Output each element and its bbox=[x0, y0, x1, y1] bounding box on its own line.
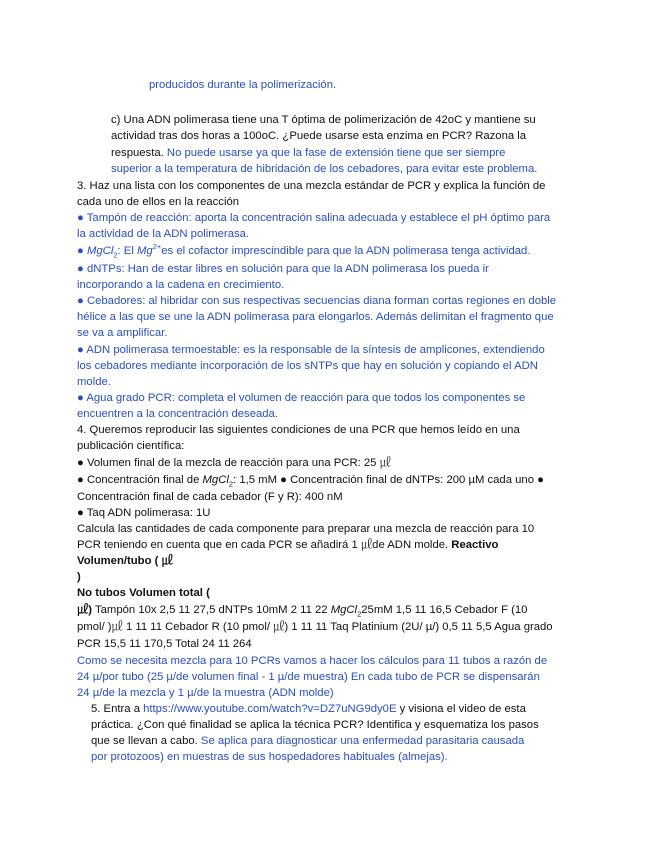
question-4-line: 4. Queremos reproducir las siguientes condiciones de una PCR que hemos leído en una bbox=[77, 424, 520, 436]
answer-text: 24 µ/de la mezcla y 1 µ/de la muestra (ADN molde) bbox=[77, 687, 334, 699]
question-4-line: PCR teniendo en cuenta que en cada PCR se añadirá 1 ㎕de ADN molde. Reactivo bbox=[77, 539, 499, 551]
answer-bullet: se va a amplificar. bbox=[77, 327, 168, 339]
answer-bullet: ● ADN polimerasa termoestable: es la responsable de la síntesis de amplicones, extendiendo bbox=[77, 344, 545, 356]
answer-text: Como se necesita mezcla para 10 PCRs vamos a hacer los cálculos para 11 tubos a razón de bbox=[77, 655, 548, 667]
table-header-line: Volumen/tubo ( ㎕ bbox=[77, 555, 173, 567]
answer-bullet: ● Cebadores: al hibridar con sus respectivas secuencias diana forman cortas regiones en doble bbox=[77, 295, 557, 307]
question-5-line: 5. Entra a https://www.youtube.com/watch?v=DZ7uNG9dy0E y visiona el video de esta bbox=[91, 703, 526, 715]
answer-bullet: los cebadores mediante incorporación de los sNTPs que hay en solución y copiando el ADN bbox=[77, 360, 538, 372]
table-row-text: ㎕) Tampón 10x 2,5 11 27,5 dNTPs 10mM 2 11 22 MgCl$_2$25mM 1,5 11 16,5 Cebador F (10 bbox=[77, 604, 528, 619]
question-c-line: respuesta. No puede usarse ya que la fase de extensión tiene que ser siempre bbox=[111, 147, 506, 159]
question-3-line: cada uno de ellos en la reacción bbox=[77, 196, 240, 208]
answer-text: superior a la temperatura de hibridación de los cebadores, para evitar este problema. bbox=[111, 163, 538, 175]
question-c-line: c) Una ADN polimerasa tiene una T óptima de polimerización de 42oC y mantiene su bbox=[111, 114, 536, 126]
answer-bullet: encuentren a la concentración deseada. bbox=[77, 408, 278, 420]
answer-text: Se aplica para diagnosticar una enfermedad parasitaria causada bbox=[200, 735, 525, 747]
question-c-line: actividad tras dos horas a 100oC. ¿Puede usarse esta enzima en PCR? Razona la bbox=[111, 130, 527, 142]
question-4-line: ● Volumen final de la mezcla de reacción para una PCR: 25 ㎕ bbox=[77, 457, 391, 469]
question-5-line: práctica. ¿Con qué finalidad se aplica la técnica PCR? Identifica y esquematiza los pasos bbox=[91, 719, 539, 731]
answer-bullet: incorporando a la cadena en crecimiento. bbox=[77, 279, 285, 291]
answer-bullet: ● Tampón de reacción: aporta la concentración salina adecuada y establece el pH óptimo para bbox=[77, 212, 551, 224]
table-row-text: PCR 15,5 11 170,5 Total 24 11 264 bbox=[77, 638, 252, 650]
question-4-line: ● Concentración final de MgCl$_2$: 1,5 mM ● Concentración final de dNTPs: 200 µM cada uno ● bbox=[77, 474, 544, 489]
question-5-line: que se llevan a cabo. Se aplica para diagnosticar una enfermedad parasitaria causada bbox=[91, 735, 525, 747]
answer-bullet: hélice a las que se une la ADN polimerasa para elongarlos. Además delimitan el fragmento que bbox=[77, 311, 554, 323]
video-link[interactable]: https://www.youtube.com/watch?v=DZ7uNG9dy0E bbox=[143, 703, 397, 715]
answer-bullet: molde. bbox=[77, 376, 111, 388]
table-row-text: pmol/ )㎕ 1 11 11 Cebador R (10 pmol/ ㎕) 1 11 11 Taq Platinium (2U/ µ/) 0,5 11 5,5 Agua grado bbox=[77, 621, 553, 633]
question-4-line: Calcula las cantidades de cada componente para preparar una mezcla de reacción para 10 bbox=[77, 523, 535, 535]
table-header-line: No tubos Volumen total ( bbox=[77, 587, 210, 599]
answer-text: No puede usarse ya que la fase de extensión tiene que ser siempre bbox=[166, 147, 506, 159]
answer-bullet: ● MgCl$_2$: El $Mg^{2+}es$ el cofactor imprescindible para que la ADN polimerasa tenga actividad. bbox=[77, 242, 531, 260]
question-4-line: ● Taq ADN polimerasa: 1U bbox=[77, 507, 211, 519]
answer-text: por protozoos) en muestras de sus hospedadores habituales (almejas). bbox=[91, 751, 448, 763]
question-4-line: Concentración final de cada cebador (F y R): 400 nM bbox=[77, 491, 343, 503]
question-4-line: publicación científica: bbox=[77, 440, 185, 452]
answer-bullet: ● Agua grado PCR: completa el volumen de reacción para que todos los componentes se bbox=[77, 392, 526, 404]
question-3-line: 3. Haz una lista con los componentes de una mezcla estándar de PCR y explica la función de bbox=[77, 180, 546, 192]
text-line: producidos durante la polimerización. bbox=[149, 79, 337, 91]
answer-text: 24 µ/por tubo (25 µ/de volumen final - 1 µ/de muestra) En cada tubo de PCR se dispensarán bbox=[77, 671, 540, 683]
answer-bullet: la actividad de la ADN polimerasa. bbox=[77, 228, 250, 240]
table-header-line: ) bbox=[77, 571, 81, 583]
answer-bullet: ● dNTPs: Han de estar libres en solución para que la ADN polimerasa los pueda ir bbox=[77, 263, 489, 275]
